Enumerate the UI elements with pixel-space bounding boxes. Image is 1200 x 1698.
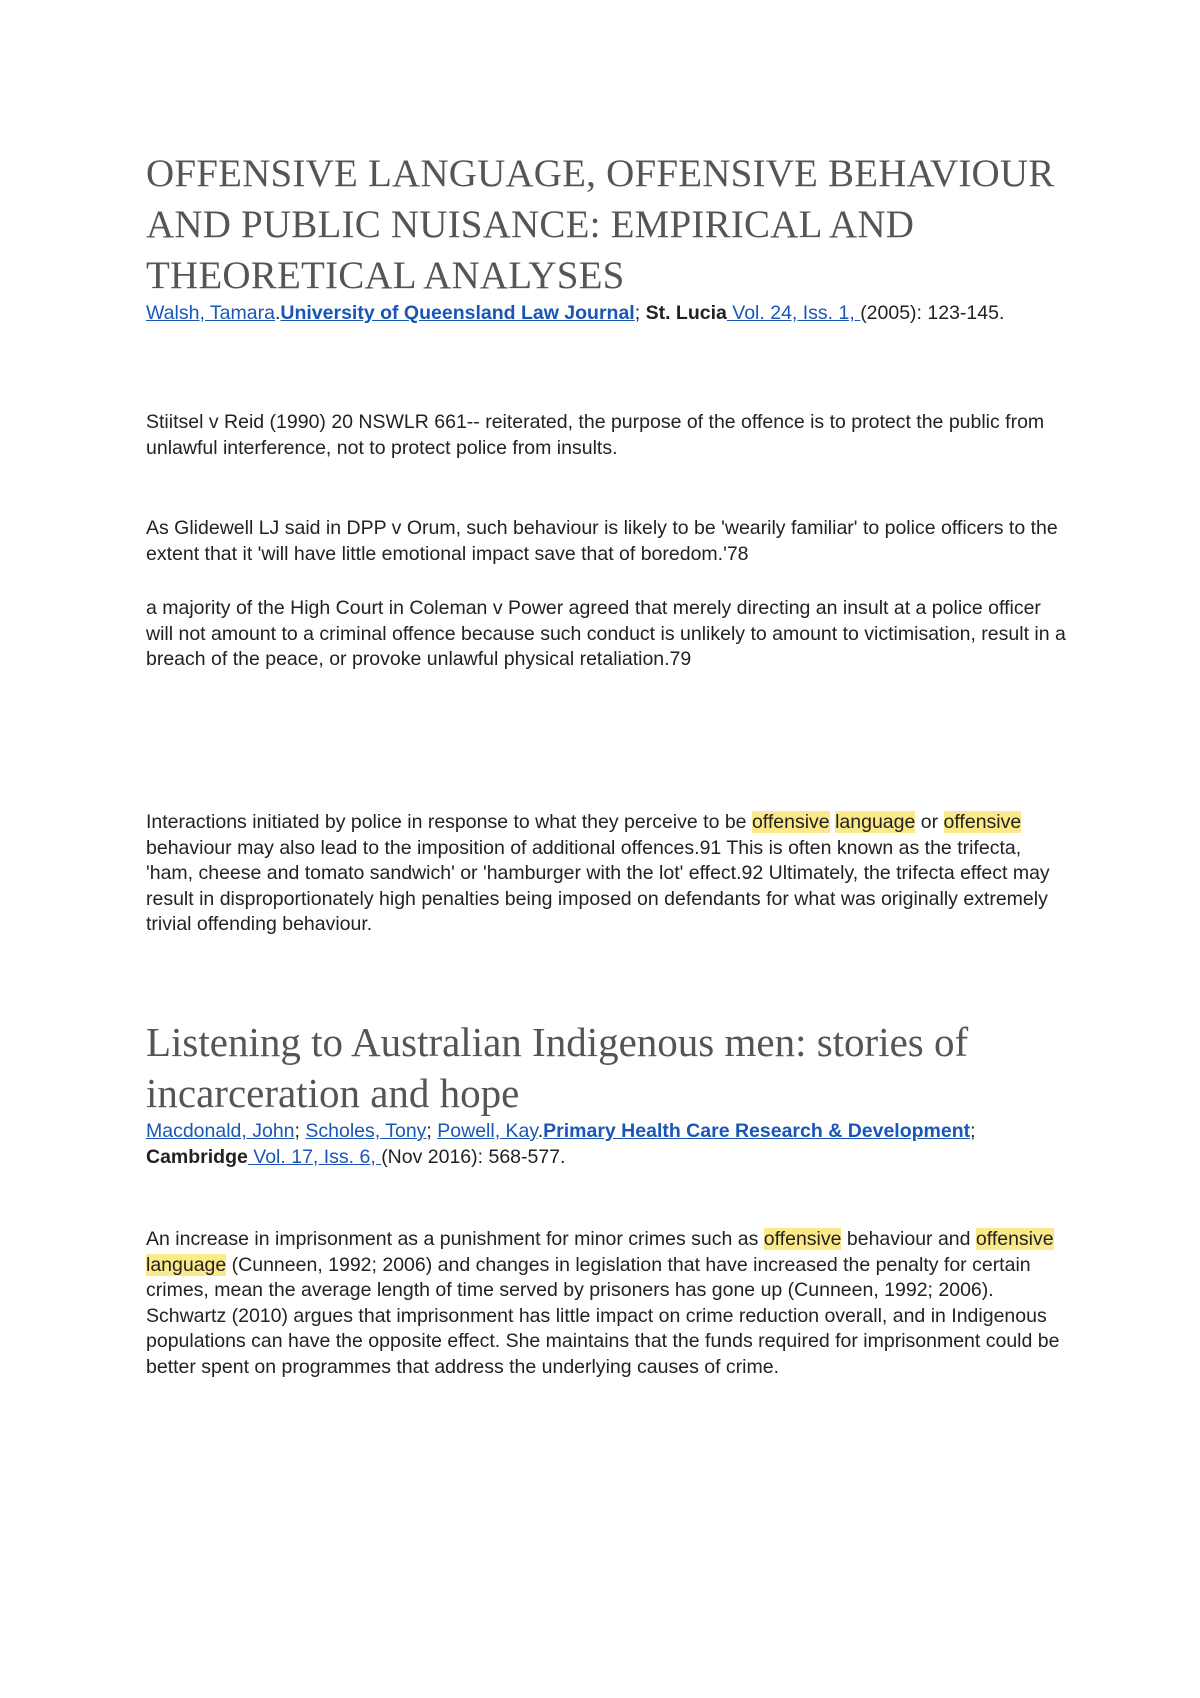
paragraph-stiitsel: Stiitsel v Reid (1990) 20 NSWLR 661-- reiterated, the purpose of the offence is to protect the public from unlawful interference, not to protect police from insults. [146, 411, 1045, 459]
publication-date-pages: (2005): 123-145. [860, 302, 1005, 324]
article1-header [146, 148, 1066, 327]
article2-title: Listening to Australian Indigenous men: stories of incarceration and hope [146, 1019, 969, 1116]
author-link-scholes[interactable]: Scholes, Tony [305, 1120, 427, 1142]
publication-place: Cambridge [146, 1145, 248, 1168]
paragraph-imprisonment [146, 1227, 1066, 1380]
paragraph-trifecta [146, 810, 1066, 938]
publication-place: St. Lucia [645, 302, 727, 324]
article1-citation: Walsh, Tamara.University of Queensland Law Journal; St. Lucia Vol. 24, Iss. 1, (2005): 123-145. [146, 302, 1005, 324]
paragraph-glidewell: As Glidewell LJ said in DPP v Orum, such behaviour is likely to be 'wearily familiar' to police officers to the extent that it 'will have little emotional impact save that of boredom.'78 [146, 517, 1058, 565]
text-span: behaviour may also lead to the imposition of additional offences.91 This is often known as the trifecta, 'ham, cheese and tomato sandwich' or 'hamburger with the lot' effect.92 Ultimately, the trifecta effect may result in disproportionately high penalties being imposed on defendants for what was originally extremely trivial offending behaviour. [146, 836, 1050, 935]
text-span: or [915, 811, 944, 833]
article1-title: OFFENSIVE LANGUAGE, OFFENSIVE BEHAVIOUR AND PUBLIC NUISANCE: EMPIRICAL AND THEORETICAL ANALYSES [146, 152, 1055, 297]
highlight-term: offensive [975, 1228, 1054, 1250]
article2-citation: Macdonald, John; Scholes, Tony; Powell, Kay.Primary Health Care Research & Development; Cambridge Vol. 17, Iss. 6, (Nov 2016): 568-577. [146, 1120, 976, 1168]
text-span: Interactions initiated by police in response to what they perceive to be [146, 811, 752, 833]
journal-link-phcrd[interactable]: Primary Health Care Research & Development [543, 1120, 971, 1142]
highlight-term: offensive [763, 1228, 842, 1250]
volume-link[interactable]: Vol. 17, Iss. 6, [247, 1145, 382, 1168]
article2-header [146, 1017, 1066, 1170]
volume-link[interactable]: Vol. 24, Iss. 1, [726, 302, 861, 324]
highlight-term: offensive [751, 811, 830, 833]
text-span: behaviour and [841, 1228, 976, 1250]
highlight-term: language [835, 811, 916, 833]
author-link-powell[interactable]: Powell, Kay [437, 1120, 538, 1142]
journal-link-uq-law[interactable]: University of Queensland Law Journal [280, 302, 635, 324]
publication-date-pages: (Nov 2016): 568-577. [381, 1145, 566, 1168]
author-link-macdonald[interactable]: Macdonald, John [146, 1120, 295, 1142]
paragraph-coleman: a majority of the High Court in Coleman v Power agreed that merely directing an insult at a police officer will not amount to a criminal offence because such conduct is unlikely to amount to victimisation, result in a breach of the peace, or provoke unlawful physical retaliation.79 [146, 597, 1066, 670]
highlight-term: offensive [943, 811, 1022, 833]
author-link-walsh[interactable]: Walsh, Tamara [146, 302, 275, 324]
text-span: (Cunneen, 1992; 2006) and changes in legislation that have increased the penalty for certain crimes, mean the average length of time served by prisoners has gone up (Cunneen, 1992; 2006). Schwartz (2010) argues that imprisonment has little impact on crime reduction overall, and in Indigenous populations can have the opposite effect. She maintains that the funds required for imprisonment could be better spent on programmes that address the underlying causes of crime. [146, 1253, 1060, 1378]
text-span: An increase in imprisonment as a punishment for minor crimes such as [146, 1228, 764, 1250]
highlight-term: language [146, 1253, 227, 1276]
